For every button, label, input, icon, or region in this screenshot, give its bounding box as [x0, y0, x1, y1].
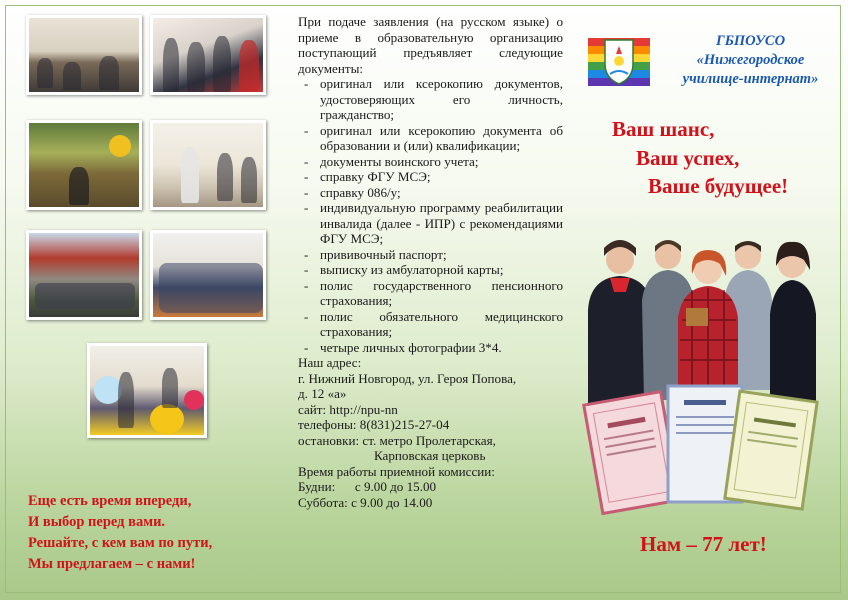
motto-line: Ваш шанс, [612, 117, 715, 141]
anniversary-banner: Нам – 77 лет! [640, 532, 767, 556]
stops-primary: остановки: ст. метро Пролетарская, [298, 432, 496, 448]
photo-cooking-class [150, 120, 266, 210]
org-abbreviation: ГБПОУСО [715, 33, 786, 49]
photo-classroom [26, 15, 142, 95]
hours-title: Время работы приемной комиссии: [298, 463, 495, 479]
students-illustration-icon [580, 230, 820, 520]
site-url: сайт: http://npu-nn [298, 401, 398, 417]
address-building: д. 12 «а» [298, 386, 347, 401]
address-label: Наш адрес: [298, 355, 362, 370]
photo-award-ceremony [150, 230, 266, 320]
document-list [298, 76, 563, 355]
document-item: - оригинал или ксерокопию документа об образовании и (или) квалификации; [320, 123, 563, 154]
admission-info [298, 14, 563, 510]
hours-weekdays: Будни: с 9.00 до 15.00 [298, 479, 437, 494]
address-street: г. Нижний Новгород, ул. Героя Попова, [298, 370, 517, 386]
org-name-line: «Нижегородское [696, 52, 805, 68]
phone-number: телефоны: 8(831)215-27-04 [298, 417, 450, 432]
slogan-line: И выбор перед вами. [28, 514, 166, 530]
document-item: - оригинал или ксерокопию документов, удостоверяющих его личность, гражданство; [320, 76, 563, 123]
photo-students-group [150, 15, 266, 95]
document-item: - справку 086/у; [320, 185, 563, 201]
slogan-line: Мы предлагаем – с нами! [28, 556, 196, 572]
photo-holiday-costumes [87, 343, 207, 438]
admission-intro: При подаче заявления (на русском языке) о приеме в образовательную организацию поступающий предъявляет следующие документы: [298, 14, 563, 76]
school-logo [588, 30, 650, 90]
photo-outdoor-autumn [26, 120, 142, 210]
rainbow-logo-icon [588, 30, 650, 90]
org-name-line: училище-интернат» [682, 71, 819, 87]
slogan-line: Еще есть время впереди, [28, 493, 192, 509]
slogan-line: Решайте, с кем вам по пути, [28, 535, 213, 551]
document-item: - справку ФГУ МСЭ; [320, 169, 563, 185]
document-item: - индивидуальную программу реабилитации инвалида (далее - ИПР) с рекомендациями ФГУ МСЭ; [320, 200, 563, 247]
stops-secondary: Карповская церковь [374, 448, 486, 463]
document-item: - прививочный паспорт; [320, 247, 563, 263]
slogan-poem [28, 491, 268, 575]
students-with-certificates-photo [580, 230, 820, 520]
document-item: - документы воинского учета; [320, 154, 563, 170]
photo-excursion-kremlin [26, 230, 142, 320]
motto-line: Ваш успех, [636, 146, 740, 170]
document-item: - полис обязательного медицинского страхования; [320, 309, 563, 340]
motto-line: Ваше будущее! [648, 174, 789, 198]
hours-saturday: Суббота: с 9.00 до 14.00 [298, 494, 433, 510]
document-item: - четыре личных фотографии 3*4. [320, 340, 563, 356]
document-item: - выписку из амбулаторной карты; [320, 262, 563, 278]
organization-name [668, 32, 833, 89]
document-item: - полис государственного пенсионного страхования; [320, 278, 563, 309]
